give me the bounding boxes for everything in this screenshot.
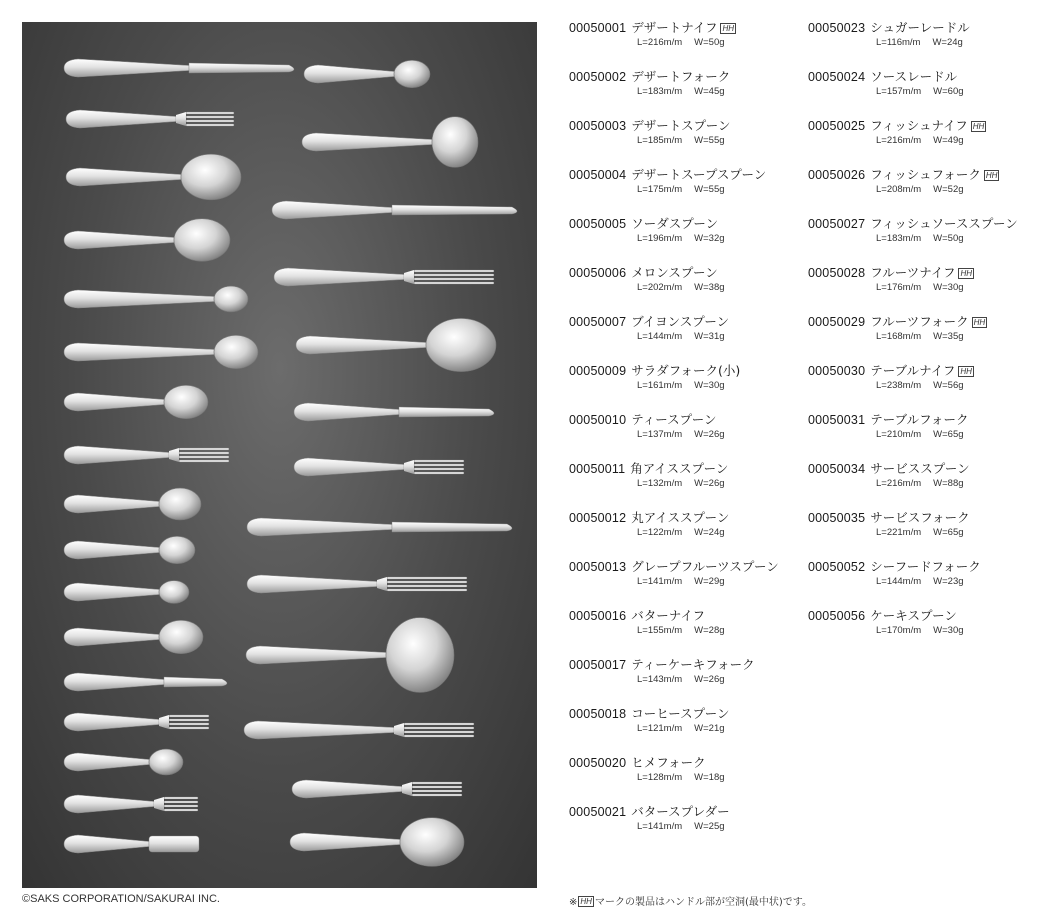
product-item [569,167,779,216]
product-name: ソーダスプーン [631,216,719,231]
product-item [808,608,1018,657]
product-item [808,363,1018,412]
product-weight: W=30g [933,282,964,293]
product-weight: W=28g [694,625,725,636]
sauce-ladle [302,117,478,168]
product-code: 00050026 [808,168,866,182]
product-length: L=132m/m [637,478,683,489]
product-code: 00050013 [569,560,627,574]
product-length: L=144m/m [637,331,683,342]
butter-knife [64,673,227,691]
product-weight: W=30g [694,380,725,391]
product-length: L=137m/m [637,429,683,440]
product-code: 00050031 [808,413,866,427]
product-weight: W=50g [933,233,964,244]
product-list-left [569,20,779,853]
product-weight: W=26g [694,429,725,440]
product-weight: W=32g [694,233,725,244]
product-code: 00050021 [569,805,627,819]
product-item [569,216,779,265]
fish-knife [272,201,517,219]
product-code: 00050056 [808,609,866,623]
product-weight: W=25g [694,821,725,832]
product-weight: W=38g [694,282,725,293]
hime-fork [64,795,198,813]
product-name: 丸アイススプーン [631,510,730,525]
product-name: フルーツナイフ [870,265,956,280]
sugar-ladle [304,60,430,87]
product-item [569,657,779,706]
product-length: L=175m/m [637,184,683,195]
product-item [808,69,1018,118]
product-item [569,20,779,69]
product-length: L=143m/m [637,674,683,685]
hh-mark-icon: HH [960,269,973,278]
product-weight: W=60g [933,86,964,97]
product-weight: W=29g [694,576,725,587]
product-item [808,265,1018,314]
product-code: 00050005 [569,217,627,231]
product-weight: W=88g [933,478,964,489]
product-code: 00050020 [569,756,627,770]
product-length: L=221m/m [876,527,922,538]
product-name: ケーキスプーン [870,608,957,623]
product-weight: W=56g [933,380,964,391]
product-name: バターナイフ [631,608,705,623]
product-item [808,118,1018,167]
product-name: デザートスープスプーン [631,167,767,182]
product-code: 00050004 [569,168,627,182]
product-code: 00050012 [569,511,627,525]
product-length: L=216m/m [637,37,683,48]
product-weight: W=21g [694,723,725,734]
butter-spreader [64,835,199,853]
product-item [569,118,779,167]
product-item [569,755,779,804]
product-length: L=183m/m [876,233,922,244]
salad-fork-small [64,446,229,464]
tea-spoon [64,488,201,520]
table-knife [247,518,512,536]
product-weight: W=23g [933,576,964,587]
product-name: フルーツフォーク [870,314,969,329]
product-code: 00050030 [808,364,866,378]
product-name: サラダフォーク(小) [631,363,741,378]
product-length: L=170m/m [876,625,922,636]
seafood-fork [292,780,462,798]
product-name: コーヒースプーン [631,706,730,721]
product-length: L=202m/m [637,282,683,293]
product-length: L=196m/m [637,233,683,244]
product-weight: W=65g [933,527,964,538]
product-code: 00050052 [808,560,866,574]
product-weight: W=65g [933,429,964,440]
footnote [569,893,812,908]
product-item [569,608,779,657]
product-weight: W=18g [694,772,725,783]
product-name: シュガーレードル [870,20,970,35]
product-weight: W=55g [694,135,725,146]
product-length: L=183m/m [637,86,683,97]
product-name: デザートナイフ [631,20,718,35]
product-item [808,216,1018,265]
product-weight: W=26g [694,674,725,685]
product-name: テーブルフォーク [870,412,969,427]
product-item [808,510,1018,559]
product-name: フィッシュソーススプーン [870,216,1018,231]
melon-spoon [64,335,258,368]
product-item [569,69,779,118]
product-item [569,461,779,510]
product-code: 00050011 [569,462,626,476]
product-code: 00050028 [808,266,866,280]
product-code: 00050009 [569,364,627,378]
hh-mark-icon: HH [985,171,998,180]
dessert-soup-spoon [64,219,230,262]
hh-mark-icon: HH [972,122,985,131]
product-item [569,510,779,559]
product-length: L=144m/m [876,576,922,587]
product-name: テーブルナイフ [870,363,956,378]
fruit-fork [294,458,464,476]
product-item [808,20,1018,69]
product-length: L=122m/m [637,527,683,538]
bouillon-spoon [64,385,208,418]
product-weight: W=45g [694,86,725,97]
dessert-knife [64,59,294,77]
product-weight: W=35g [933,331,964,342]
product-name: ヒメフォーク [631,755,706,770]
product-length: L=208m/m [876,184,922,195]
product-name: デザートスプーン [631,118,731,133]
product-code: 00050010 [569,413,627,427]
product-code: 00050029 [808,315,866,329]
round-ice-spoon [64,581,189,604]
hh-mark-icon: HH [973,318,986,327]
product-length: L=176m/m [876,282,922,293]
product-item [808,412,1018,461]
product-code: 00050017 [569,658,627,672]
cutlery-illustration [22,22,537,888]
service-fork [244,721,474,739]
product-weight: W=26g [694,478,725,489]
product-name: バタースプレダー [631,804,730,819]
product-weight: W=24g [694,527,725,538]
product-code: 00050034 [808,462,866,476]
product-length: L=185m/m [637,135,683,146]
product-name: 角アイススプーン [630,461,729,476]
product-item [569,363,779,412]
tea-cake-fork [64,713,209,731]
product-item [569,706,779,755]
product-name: サービスフォーク [870,510,970,525]
hh-mark-icon: HH [580,897,592,906]
product-name: フィッシュナイフ [870,118,968,133]
product-code: 00050006 [569,266,627,280]
dessert-fork [66,110,234,128]
product-name: デザートフォーク [631,69,731,84]
product-name: サービススプーン [870,461,970,476]
product-code: 00050023 [808,21,866,35]
product-item [569,559,779,608]
grapefruit-spoon [64,620,203,653]
table-fork [247,575,467,593]
product-length: L=155m/m [637,625,683,636]
product-name: メロンスプーン [631,265,718,280]
product-code: 00050007 [569,315,627,329]
product-name: フィッシュフォーク [870,167,981,182]
product-item [808,314,1018,363]
fruit-knife [294,403,494,421]
product-code: 00050016 [569,609,627,623]
product-name: ブイヨンスプーン [631,314,730,329]
product-length: L=116m/m [876,37,921,48]
copyright-notice: ©SAKS CORPORATION/SAKURAI INC. [22,893,220,905]
product-weight: W=49g [933,135,964,146]
soda-spoon [64,286,248,312]
product-weight: W=50g [694,37,725,48]
product-length: L=141m/m [637,821,683,832]
product-name: ソースレードル [870,69,958,84]
product-weight: W=55g [694,184,725,195]
cake-spoon [290,818,464,867]
product-code: 00050001 [569,21,627,35]
product-weight: W=24g [932,37,963,48]
product-length: L=161m/m [637,380,683,391]
product-length: L=210m/m [876,429,922,440]
product-item [569,412,779,461]
product-code: 00050024 [808,70,866,84]
product-name: ティーケーキフォーク [631,657,755,672]
product-code: 00050018 [569,707,627,721]
product-code: 00050027 [808,217,866,231]
product-length: L=128m/m [637,772,683,783]
product-item [569,265,779,314]
dessert-spoon [66,154,241,200]
fish-sauce-spoon [296,318,496,371]
product-code: 00050003 [569,119,627,133]
product-length: L=168m/m [876,331,922,342]
product-length: L=216m/m [876,478,922,489]
product-length: L=121m/m [637,723,683,734]
product-weight: W=30g [933,625,964,636]
product-weight: W=52g [933,184,964,195]
coffee-spoon [64,749,183,775]
product-code: 00050002 [569,70,627,84]
product-name: グレープフルーツスプーン [631,559,779,574]
product-code: 00050035 [808,511,866,525]
product-item [808,559,1018,608]
footnote-text: マークの製品はハンドル部が空洞(最中状)です。 [594,897,812,908]
product-name: シーフードフォーク [870,559,981,574]
product-weight: W=31g [694,331,725,342]
product-length: L=157m/m [876,86,922,97]
product-length: L=216m/m [876,135,922,146]
square-ice-spoon [64,536,195,563]
hh-mark-icon: HH [722,24,735,33]
cutlery-photo [22,22,537,888]
product-name: ティースプーン [631,412,717,427]
product-length: L=141m/m [637,576,683,587]
fish-fork [274,268,494,286]
hh-mark-icon: HH [960,367,972,376]
product-item [808,461,1018,510]
product-code: 00050025 [808,119,866,133]
product-length: L=238m/m [876,380,922,391]
product-item [808,167,1018,216]
product-item [569,804,779,853]
service-spoon [246,618,454,693]
product-item [569,314,779,363]
product-list-right [808,20,1018,657]
footnote-prefix: ※ [569,897,578,908]
